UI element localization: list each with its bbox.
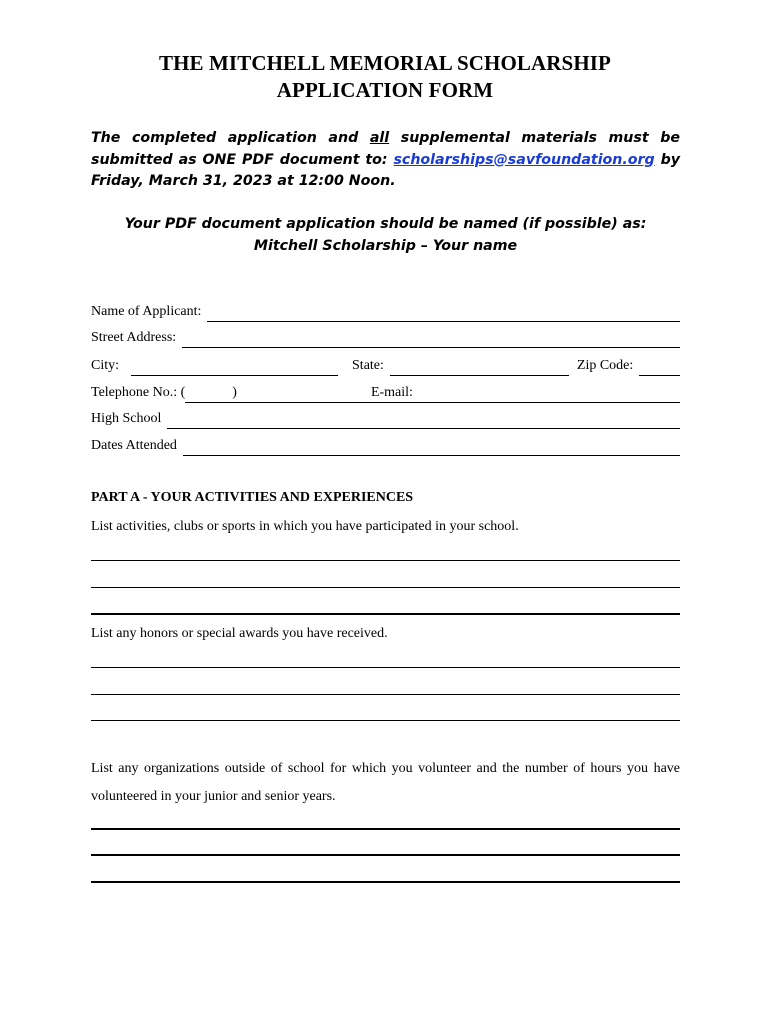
high-school-field[interactable] [167,413,680,429]
telephone-label: Telephone No.: ( [91,385,186,400]
activities-line-3[interactable] [91,613,680,615]
instructions-all: all [369,130,390,146]
submission-instructions [91,128,680,193]
dates-attended-label: Dates Attended [91,438,177,453]
activities-line-2[interactable] [91,587,680,588]
file-naming-instructions [91,213,680,257]
high-school-row [91,409,680,429]
city-label: City: [91,358,120,373]
naming-line-2: Mitchell Scholarship – Your name [253,238,518,254]
telephone-field[interactable] [237,387,371,403]
honors-line-3[interactable] [91,720,680,721]
part-a-heading: PART A - YOUR ACTIVITIES AND EXPERIENCES [91,490,414,505]
volunteer-line-2[interactable] [91,854,680,856]
city-field[interactable] [131,360,338,376]
honors-prompt: List any honors or special awards you have received. [91,626,388,641]
instructions-text-a: The completed application and [91,130,370,146]
email-field[interactable] [413,387,680,403]
high-school-label: High School [91,411,162,426]
applicant-name-label: Name of Applicant: [91,304,202,319]
street-address-field[interactable] [182,332,680,348]
city-state-zip-row [91,356,680,376]
honors-line-2[interactable] [91,694,680,695]
dates-attended-row [91,436,680,456]
submission-email-link[interactable]: scholarships@savfoundation.org [393,151,655,168]
instructions-text-b: supplemental materials must be submitted as ONE PDF document to: [91,130,680,168]
activities-line-1[interactable] [91,560,680,561]
email-label: E-mail: [371,384,413,403]
honors-line-1[interactable] [91,667,680,668]
state-label: State: [352,358,384,373]
area-code-field[interactable] [185,387,232,403]
street-address-row [91,328,680,348]
form-title-line-2: APPLICATION FORM [276,78,494,102]
state-field[interactable] [390,360,569,376]
volunteer-prompt: List any organizations outside of school for which you volunteer and the number of hours you have volunteered in your junior and senior years. [91,761,680,804]
instructions-text-c: by Friday, March 31, 2023 at 12:00 Noon. [91,151,680,189]
volunteer-line-3[interactable] [91,881,680,883]
applicant-name-row [91,302,680,322]
telephone-email-row [91,383,680,403]
zip-field[interactable] [639,360,680,376]
volunteer-line-1[interactable] [91,828,680,830]
zip-label: Zip Code: [576,358,634,373]
telephone-paren-close: ) [232,384,237,403]
naming-line-1: Your PDF document application should be named (if possible) as: [124,216,647,232]
street-address-label: Street Address: [91,330,177,345]
activities-prompt: List activities, clubs or sports in which you have participated in your school. [91,519,519,534]
form-title-line-1: THE MITCHELL MEMORIAL SCHOLARSHIP [159,51,611,75]
applicant-name-field[interactable] [207,306,680,322]
dates-attended-field[interactable] [183,440,680,456]
